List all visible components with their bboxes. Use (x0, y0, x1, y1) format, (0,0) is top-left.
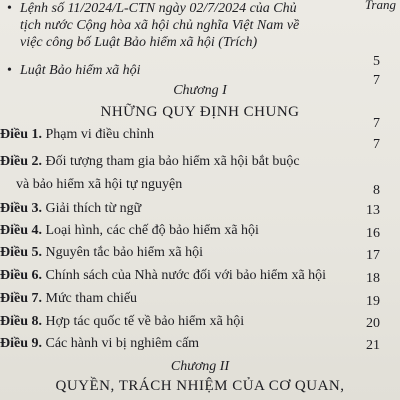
article-title: Hợp tác quốc tế về bảo hiểm xã hội (45, 314, 245, 329)
article-title: Phạm vi điều chỉnh (45, 127, 154, 142)
toc-entry (0, 289, 340, 309)
article-number: Điều 1. (0, 127, 42, 142)
entry-page-number: 16 (366, 226, 380, 241)
bullet-icon: • (7, 1, 12, 16)
intro-line: việc công bố Luật Bảo hiểm xã hội (Trích) (20, 35, 258, 50)
entry-page-number: 18 (366, 271, 380, 286)
article-number: Điều 8. (0, 314, 42, 329)
article-number: Điều 7. (0, 291, 42, 306)
chapter-label: Chương I (173, 83, 227, 98)
entry-page-number: 8 (373, 183, 380, 198)
article-number: Điều 6. (0, 268, 42, 283)
chapter-title: QUYỀN, TRÁCH NHIỆM CỦA CƠ QUAN, (55, 378, 345, 394)
article-number: Điều 3. (0, 201, 42, 216)
toc-intro-item-law (7, 62, 360, 79)
toc-entry (0, 266, 340, 286)
entry-page-number: 13 (366, 203, 380, 218)
entry-page-number: 21 (366, 338, 380, 353)
entry-page-number: 17 (366, 248, 380, 263)
article-title: Loại hình, các chế độ bảo hiểm xã hội (45, 223, 259, 238)
toc-entry (0, 312, 340, 332)
toc-entry (0, 125, 340, 145)
toc-intro-item-decree (7, 0, 360, 51)
chapter-title: NHỮNG QUY ĐỊNH CHUNG (100, 104, 300, 120)
intro-line: Lệnh số 11/2024/L-CTN ngày 02/7/2024 của Chủ (20, 1, 297, 16)
article-number: Điều 9. (0, 336, 42, 351)
toc-entry (0, 199, 340, 219)
chapter-title-page: 7 (373, 116, 380, 131)
toc-entry (0, 152, 340, 172)
article-title: Chính sách của Nhà nước đối với bảo hiểm xã hội (45, 268, 327, 283)
entry-page-number: 19 (366, 294, 380, 309)
article-number: Điều 4. (0, 223, 42, 238)
article-title: Đối tượng tham gia bảo hiểm xã hội bắt buộc (45, 154, 300, 169)
article-title: Nguyên tắc bảo hiểm xã hội (45, 245, 203, 260)
intro-page-number: 7 (373, 73, 380, 88)
chapter-label: Chương II (170, 359, 230, 374)
article-title: Các hành vi bị nghiêm cấm (45, 336, 200, 351)
toc-entry (0, 243, 340, 263)
toc-entry (0, 334, 340, 354)
article-number: Điều 5. (0, 245, 42, 260)
entry-page-number: 7 (373, 137, 380, 152)
article-number: Điều 2. (0, 154, 42, 169)
article-title: Mức tham chiếu (45, 291, 138, 306)
intro-line: Luật Bảo hiểm xã hội (20, 63, 141, 78)
toc-entry-continuation: và bảo hiểm xã hội tự nguyện (16, 177, 183, 192)
bullet-icon: • (7, 63, 12, 78)
article-title: Giải thích từ ngữ (45, 201, 142, 216)
intro-line: tịch nước Cộng hòa xã hội chủ nghĩa Việt Nam về (20, 18, 300, 33)
page-column-label: Trang (364, 0, 396, 12)
entry-page-number: 20 (366, 316, 380, 331)
toc-entry (0, 221, 340, 241)
intro-page-number: 5 (373, 54, 380, 69)
